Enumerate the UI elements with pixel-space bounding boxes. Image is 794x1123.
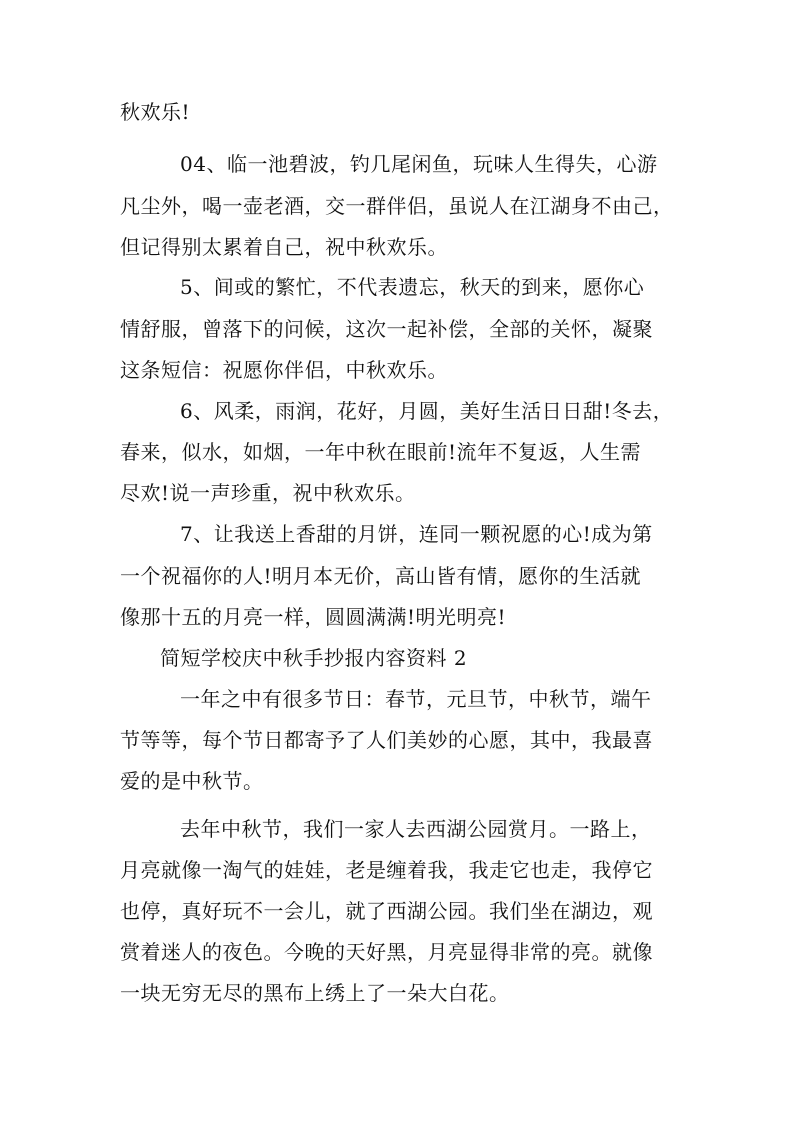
text-line: 像那十五的月亮一样，圆圆满满!明光明亮! [120, 605, 507, 629]
text-line: 一块无穷无尽的黑布上绣上了一朵大白花。 [120, 981, 510, 1005]
text-line: 月亮就像一淘气的娃娃，老是缠着我，我走它也走，我停它 [120, 858, 653, 882]
text-line: 但记得别太累着自己，祝中秋欢乐。 [120, 235, 448, 259]
text-line: 秋欢乐! [120, 100, 191, 124]
text-line: 节等等，每个节日都寄予了人们美妙的心愿，其中，我最喜 [120, 728, 653, 752]
section-heading: 简短学校庆中秋手抄报内容资料 2 [160, 646, 468, 670]
text-line: 春来，似水，如烟，一年中秋在眼前!流年不复返，人生需 [120, 440, 642, 464]
text-line: 一个祝福你的人!明月本无价，高山皆有情，愿你的生活就 [120, 564, 642, 588]
paragraph-6-line-1: 6、风柔，雨润，花好，月圆，美好生活日日甜!冬去， [180, 399, 674, 423]
paragraph-04-line-1: 04、临一池碧波，钓几尾闲鱼，玩味人生得失，心游 [180, 152, 658, 176]
text-line: 凡尘外，喝一壶老酒，交一群伴侣，虽说人在江湖身不由己， [120, 194, 674, 218]
text-line: 赏着迷人的夜色。今晚的天好黑，月亮显得非常的亮。就像 [120, 940, 653, 964]
paragraph-intro-line-1: 一年之中有很多节日：春节，元旦节，中秋节，端午 [180, 687, 652, 711]
text-line: 尽欢!说一声珍重，祝中秋欢乐。 [120, 481, 416, 505]
text-line: 这条短信：祝愿你伴侣，中秋欢乐。 [120, 358, 448, 382]
paragraph-5-line-1: 5、间或的繁忙，不代表遗忘，秋天的到来，愿你心 [180, 275, 645, 299]
paragraph-story-line-1: 去年中秋节，我们一家人去西湖公园赏月。一路上， [180, 817, 652, 841]
text-line: 爱的是中秋节。 [120, 769, 264, 793]
paragraph-7-line-1: 7、让我送上香甜的月饼，连同一颗祝愿的心!成为第 [180, 522, 653, 546]
text-line: 也停，真好玩不一会儿，就了西湖公园。我们坐在湖边，观 [120, 899, 653, 923]
text-line: 情舒服，曾落下的问候，这次一起补偿，全部的关怀，凝聚 [120, 317, 653, 341]
